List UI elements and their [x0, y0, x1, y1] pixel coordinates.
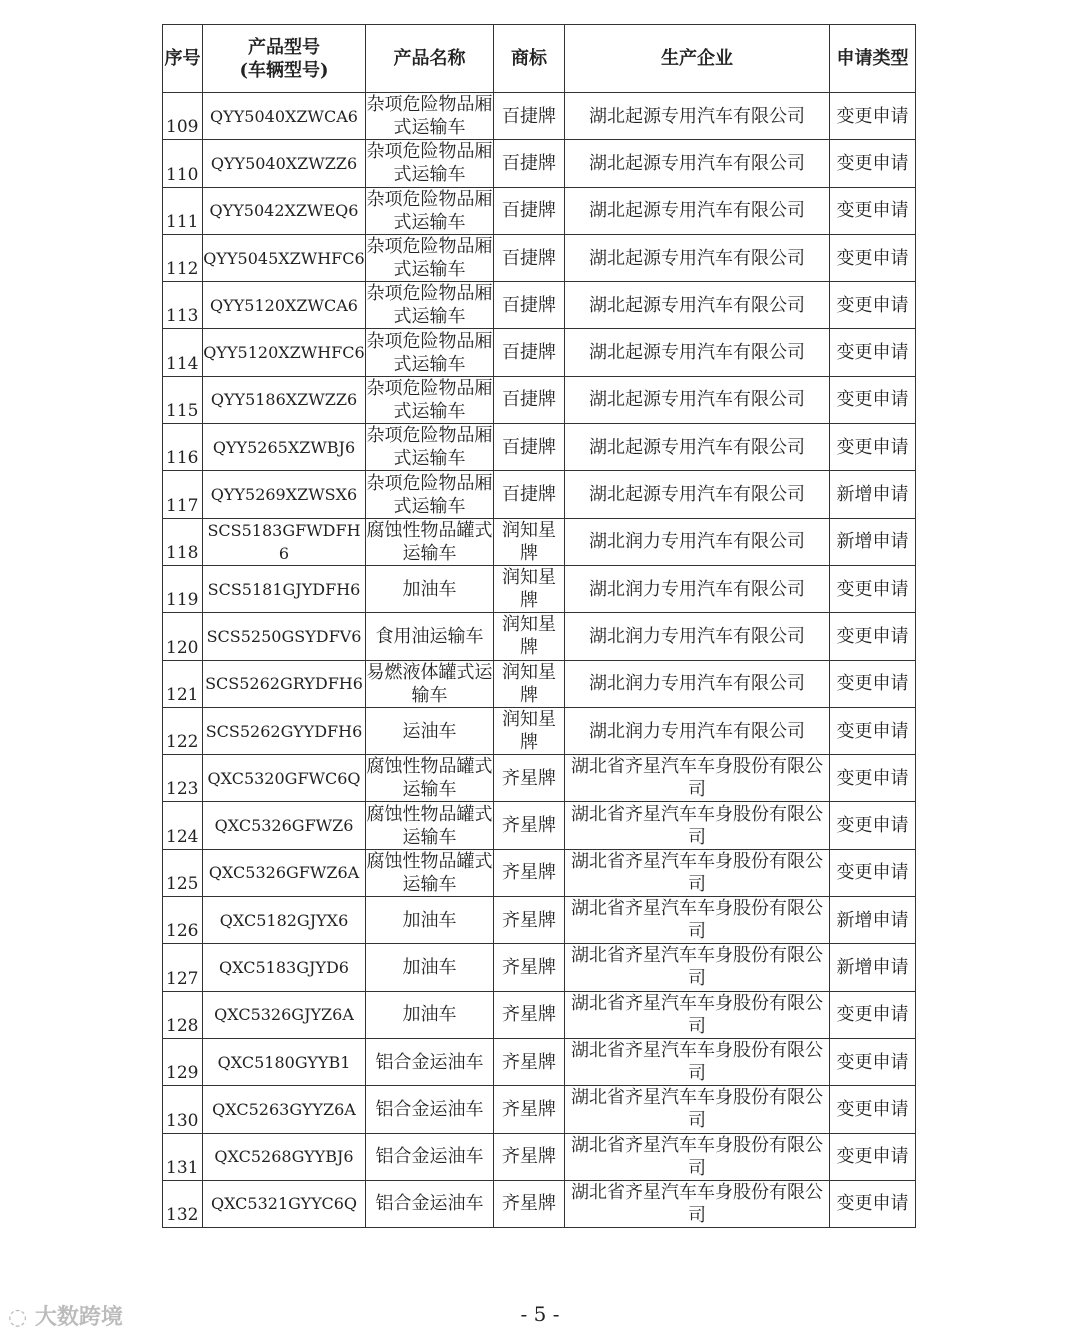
cell-seq: 132 [163, 1180, 203, 1227]
cell-seq: 116 [163, 424, 203, 471]
cell-model: QYY5042XZWEQ6 [203, 187, 366, 234]
cell-seq: 120 [163, 613, 203, 660]
cell-seq: 110 [163, 140, 203, 187]
cell-application-type: 变更申请 [830, 991, 916, 1038]
cell-application-type: 变更申请 [830, 282, 916, 329]
header-brand: 商标 [494, 25, 565, 93]
cell-application-type: 变更申请 [830, 565, 916, 612]
table-row [163, 329, 916, 376]
cell-brand: 润知星牌 [494, 613, 565, 660]
cell-product-name: 铝合金运油车 [366, 1180, 494, 1227]
cell-product-name: 铝合金运油车 [366, 1086, 494, 1133]
cell-manufacturer: 湖北省齐星汽车车身股份有限公司 [565, 1086, 830, 1133]
table-row [163, 1133, 916, 1180]
table-row [163, 424, 916, 471]
cell-manufacturer: 湖北润力专用汽车有限公司 [565, 660, 830, 707]
table-row [163, 755, 916, 802]
cell-application-type: 变更申请 [830, 849, 916, 896]
table-row [163, 376, 916, 423]
cell-product-name: 杂项危险物品厢式运输车 [366, 141, 493, 186]
cell-brand: 齐星牌 [494, 755, 565, 802]
cell-brand: 齐星牌 [494, 849, 565, 896]
table-row [163, 613, 916, 660]
cell-application-type: 变更申请 [830, 187, 916, 234]
cell-brand: 润知星牌 [494, 707, 565, 754]
cell-product-name: 运油车 [366, 707, 494, 754]
cell-model: QXC5326GFWZ6 [203, 802, 366, 849]
table-row [163, 944, 916, 991]
cell-product-name: 食用油运输车 [366, 613, 494, 660]
cell-brand: 百捷牌 [494, 424, 565, 471]
cell-application-type: 变更申请 [830, 140, 916, 187]
cell-product-name: 腐蚀性物品罐式运输车 [366, 756, 493, 801]
cell-product-name: 杂项危险物品厢式运输车 [366, 94, 493, 139]
cell-seq: 125 [163, 849, 203, 896]
cell-application-type: 变更申请 [830, 1086, 916, 1133]
cell-brand: 齐星牌 [494, 897, 565, 944]
cell-application-type: 变更申请 [830, 376, 916, 423]
cell-brand: 百捷牌 [494, 329, 565, 376]
cell-manufacturer: 湖北起源专用汽车有限公司 [565, 93, 830, 140]
cell-model: SCS5183GFWDFH6 [203, 518, 366, 565]
cell-model: QXC5183GJYD6 [203, 944, 366, 991]
cell-application-type: 变更申请 [830, 234, 916, 281]
cell-model: QXC5180GYYB1 [203, 1038, 366, 1085]
table-row [163, 660, 916, 707]
cell-application-type: 变更申请 [830, 1038, 916, 1085]
cell-model: QXC5321GYYC6Q [203, 1180, 366, 1227]
cell-application-type: 变更申请 [830, 93, 916, 140]
table-row [163, 802, 916, 849]
cell-brand: 百捷牌 [494, 471, 565, 518]
cell-application-type: 新增申请 [830, 897, 916, 944]
vehicle-product-table [162, 24, 916, 1228]
table-row [163, 282, 916, 329]
cell-manufacturer: 湖北润力专用汽车有限公司 [565, 707, 830, 754]
table-row [163, 187, 916, 234]
cell-application-type: 新增申请 [830, 471, 916, 518]
table-row [163, 471, 916, 518]
cell-seq: 121 [163, 660, 203, 707]
cell-manufacturer: 湖北起源专用汽车有限公司 [565, 282, 830, 329]
cell-product-name: 杂项危险物品厢式运输车 [366, 236, 493, 281]
cell-product-name: 铝合金运油车 [366, 1133, 494, 1180]
cell-brand: 齐星牌 [494, 1086, 565, 1133]
cell-application-type: 变更申请 [830, 755, 916, 802]
header-manufacturer: 生产企业 [565, 25, 830, 93]
cell-brand: 齐星牌 [494, 802, 565, 849]
cell-manufacturer: 湖北起源专用汽车有限公司 [565, 471, 830, 518]
cell-seq: 123 [163, 755, 203, 802]
cell-brand: 百捷牌 [494, 140, 565, 187]
cell-model: QXC5326GJYZ6A [203, 991, 366, 1038]
cell-seq: 122 [163, 707, 203, 754]
cell-seq: 114 [163, 329, 203, 376]
cell-model: QXC5263GYYZ6A [203, 1086, 366, 1133]
cell-application-type: 变更申请 [830, 424, 916, 471]
cell-seq: 111 [163, 187, 203, 234]
table-header-row [163, 25, 916, 93]
cell-product-name: 腐蚀性物品罐式运输车 [366, 850, 493, 895]
cell-application-type: 变更申请 [830, 1180, 916, 1227]
cell-product-name: 加油车 [366, 897, 494, 944]
cell-application-type: 变更申请 [830, 1133, 916, 1180]
cell-application-type: 新增申请 [830, 944, 916, 991]
cell-brand: 齐星牌 [494, 944, 565, 991]
cell-manufacturer: 湖北省齐星汽车车身股份有限公司 [565, 944, 830, 991]
cell-model: QXC5320GFWC6Q [203, 755, 366, 802]
table-row [163, 234, 916, 281]
cell-application-type: 变更申请 [830, 707, 916, 754]
cell-manufacturer: 湖北省齐星汽车车身股份有限公司 [565, 1038, 830, 1085]
cell-product-name: 加油车 [366, 944, 494, 991]
cell-manufacturer: 湖北起源专用汽车有限公司 [565, 376, 830, 423]
cell-product-name: 铝合金运油车 [366, 1038, 494, 1085]
cell-seq: 113 [163, 282, 203, 329]
cell-application-type: 新增申请 [830, 518, 916, 565]
cell-seq: 118 [163, 518, 203, 565]
cell-seq: 117 [163, 471, 203, 518]
cell-seq: 130 [163, 1086, 203, 1133]
table-row [163, 140, 916, 187]
cell-seq: 129 [163, 1038, 203, 1085]
cell-model: QYY5120XZWCA6 [203, 282, 366, 329]
cell-product-name: 杂项危险物品厢式运输车 [366, 377, 493, 422]
table-row [163, 991, 916, 1038]
cell-product-name: 杂项危险物品厢式运输车 [366, 472, 493, 517]
cell-seq: 115 [163, 376, 203, 423]
watermark-logo: ◌ 大数跨境 [8, 1305, 123, 1330]
table-row [163, 1038, 916, 1085]
cell-brand: 润知星牌 [494, 660, 565, 707]
cell-manufacturer: 湖北起源专用汽车有限公司 [565, 234, 830, 281]
cell-manufacturer: 湖北省齐星汽车车身股份有限公司 [565, 802, 830, 849]
cell-manufacturer: 湖北润力专用汽车有限公司 [565, 613, 830, 660]
cell-product-name: 杂项危险物品厢式运输车 [366, 425, 493, 470]
cell-application-type: 变更申请 [830, 660, 916, 707]
cell-product-name: 易燃液体罐式运输车 [366, 661, 493, 706]
table-row [163, 93, 916, 140]
cell-seq: 126 [163, 897, 203, 944]
cell-seq: 119 [163, 565, 203, 612]
cell-application-type: 变更申请 [830, 802, 916, 849]
cell-model: QYY5265XZWBJ6 [203, 424, 366, 471]
page-number: - 5 - [520, 1302, 560, 1326]
table-row [163, 707, 916, 754]
cell-product-name: 杂项危险物品厢式运输车 [366, 283, 493, 328]
cell-manufacturer: 湖北省齐星汽车车身股份有限公司 [565, 755, 830, 802]
header-product-name: 产品名称 [366, 25, 494, 93]
cell-seq: 127 [163, 944, 203, 991]
cell-model: SCS5262GYYDFH6 [203, 707, 366, 754]
cell-model: QYY5186XZWZZ6 [203, 376, 366, 423]
cell-model: QXC5326GFWZ6A [203, 849, 366, 896]
cell-model: QYY5045XZWHFC6 [203, 234, 366, 281]
cell-model: QXC5182GJYX6 [203, 897, 366, 944]
cell-manufacturer: 湖北省齐星汽车车身股份有限公司 [565, 897, 830, 944]
cell-model: SCS5250GSYDFV6 [203, 613, 366, 660]
table-row [163, 849, 916, 896]
cell-brand: 百捷牌 [494, 234, 565, 281]
cell-manufacturer: 湖北润力专用汽车有限公司 [565, 565, 830, 612]
cell-manufacturer: 湖北起源专用汽车有限公司 [565, 424, 830, 471]
cell-seq: 109 [163, 93, 203, 140]
cell-brand: 齐星牌 [494, 991, 565, 1038]
cell-product-name: 杂项危险物品厢式运输车 [366, 188, 493, 233]
cell-brand: 齐星牌 [494, 1133, 565, 1180]
cell-manufacturer: 湖北省齐星汽车车身股份有限公司 [565, 1133, 830, 1180]
cell-brand: 润知星牌 [494, 518, 565, 565]
cell-model: QYY5269XZWSX6 [203, 471, 366, 518]
header-seq: 序号 [163, 25, 203, 93]
cell-brand: 百捷牌 [494, 93, 565, 140]
cell-product-name: 腐蚀性物品罐式运输车 [366, 803, 493, 848]
cell-manufacturer: 湖北润力专用汽车有限公司 [565, 518, 830, 565]
table-row [163, 897, 916, 944]
cell-model: QYY5040XZWCA6 [203, 93, 366, 140]
watermark-text: 大数跨境 [34, 1305, 123, 1330]
cell-brand: 润知星牌 [494, 565, 565, 612]
cell-model: SCS5181GJYDFH6 [203, 565, 366, 612]
cell-seq: 124 [163, 802, 203, 849]
header-application-type: 申请类型 [830, 25, 916, 93]
cell-model: QYY5040XZWZZ6 [203, 140, 366, 187]
cell-model: QYY5120XZWHFC6 [203, 329, 366, 376]
table-row [163, 1180, 916, 1227]
cell-brand: 百捷牌 [494, 187, 565, 234]
cell-seq: 128 [163, 991, 203, 1038]
table-row [163, 565, 916, 612]
cell-seq: 131 [163, 1133, 203, 1180]
cell-manufacturer: 湖北起源专用汽车有限公司 [565, 329, 830, 376]
cell-brand: 齐星牌 [494, 1180, 565, 1227]
cell-product-name: 加油车 [366, 565, 494, 612]
cell-manufacturer: 湖北省齐星汽车车身股份有限公司 [565, 1180, 830, 1227]
table-row [163, 518, 916, 565]
cell-model: QXC5268GYYBJ6 [203, 1133, 366, 1180]
cell-brand: 百捷牌 [494, 282, 565, 329]
header-model: 产品型号 (车辆型号) [203, 25, 366, 93]
cell-manufacturer: 湖北省齐星汽车车身股份有限公司 [565, 991, 830, 1038]
cell-model: SCS5262GRYDFH6 [203, 660, 366, 707]
cell-product-name: 加油车 [366, 991, 494, 1038]
cell-brand: 齐星牌 [494, 1038, 565, 1085]
cell-application-type: 变更申请 [830, 613, 916, 660]
cell-product-name: 腐蚀性物品罐式运输车 [366, 519, 493, 564]
cell-seq: 112 [163, 234, 203, 281]
cell-manufacturer: 湖北省齐星汽车车身股份有限公司 [565, 849, 830, 896]
cell-manufacturer: 湖北起源专用汽车有限公司 [565, 140, 830, 187]
cell-product-name: 杂项危险物品厢式运输车 [366, 330, 493, 375]
cell-application-type: 变更申请 [830, 329, 916, 376]
table-row [163, 1086, 916, 1133]
cell-manufacturer: 湖北起源专用汽车有限公司 [565, 187, 830, 234]
cell-brand: 百捷牌 [494, 376, 565, 423]
